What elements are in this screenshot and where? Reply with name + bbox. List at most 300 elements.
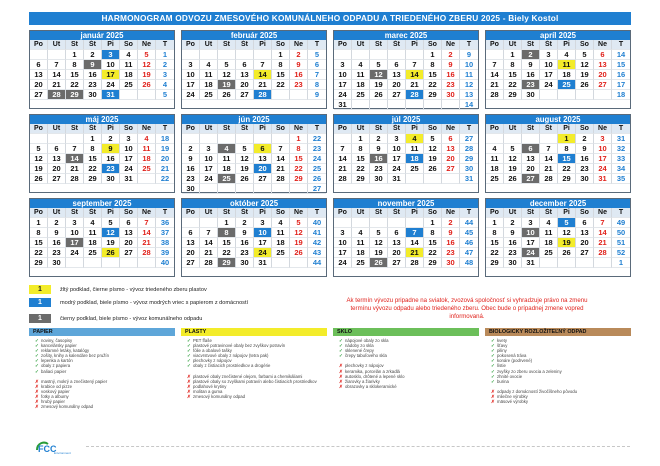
- day-cell: 27: [182, 258, 200, 268]
- day-cell: 2: [442, 218, 460, 228]
- weekday-header: Po: [334, 124, 352, 134]
- week-number: 45: [460, 228, 478, 238]
- day-cell: [200, 218, 218, 228]
- day-cell: 18: [84, 238, 102, 248]
- day-cell: 25: [120, 80, 138, 90]
- day-cell: 20: [236, 80, 254, 90]
- week-row: [30, 154, 174, 164]
- week-row: [182, 218, 326, 228]
- day-cell: 8: [30, 228, 48, 238]
- day-cell: 9: [442, 228, 460, 238]
- week-number: 28: [460, 144, 478, 154]
- day-cell: 3: [254, 218, 272, 228]
- day-cell: 2: [84, 50, 102, 60]
- day-cell: 13: [48, 154, 66, 164]
- weekday-header: Pi: [254, 208, 272, 218]
- month-title: apríl 2025: [486, 31, 630, 40]
- day-cell: [334, 50, 352, 60]
- day-cell: 8: [352, 144, 370, 154]
- day-cell: 23: [370, 164, 388, 174]
- weekday-header: Pi: [406, 124, 424, 134]
- day-cell: 6: [576, 218, 594, 228]
- day-cell: 28: [66, 174, 84, 184]
- day-cell: 10: [66, 228, 84, 238]
- weekday-header: T: [460, 40, 478, 50]
- day-cell: 24: [334, 258, 352, 268]
- day-cell: 4: [200, 60, 218, 70]
- day-cell: 22: [218, 248, 236, 258]
- category-item-text: plechovky z nápojov: [193, 358, 232, 364]
- day-cell: 6: [236, 60, 254, 70]
- day-cell: 21: [406, 80, 424, 90]
- week-number: 27: [460, 134, 478, 144]
- day-cell: 27: [388, 258, 406, 268]
- week-row: [182, 80, 326, 90]
- weekday-header-row: [182, 208, 326, 218]
- week-number: 12: [460, 80, 478, 90]
- week-row: [334, 228, 478, 238]
- week-row: [334, 80, 478, 90]
- day-cell: 28: [486, 90, 504, 100]
- day-cell: 1: [424, 218, 442, 228]
- day-cell: 17: [254, 238, 272, 248]
- day-cell: 6: [48, 144, 66, 154]
- day-cell: 8: [272, 60, 290, 70]
- day-cell: 29: [66, 90, 84, 100]
- day-cell: [424, 174, 442, 184]
- weekday-header: Ut: [352, 124, 370, 134]
- day-cell: 5: [138, 50, 156, 60]
- weekday-header: Št: [540, 124, 558, 134]
- day-cell: 25: [218, 174, 236, 184]
- weekday-header: St: [66, 40, 84, 50]
- day-cell: 11: [352, 70, 370, 80]
- day-cell: 16: [182, 164, 200, 174]
- day-cell: 11: [352, 238, 370, 248]
- weekday-header: Po: [30, 208, 48, 218]
- day-cell: 29: [486, 258, 504, 268]
- category-item-text: plastové obaly so zvyškami potravín alebo čistiacich prostriedkov: [193, 378, 317, 384]
- day-cell: 10: [334, 238, 352, 248]
- weekday-header: Pi: [102, 40, 120, 50]
- day-cell: [272, 134, 290, 144]
- day-cell: 4: [272, 218, 290, 228]
- day-cell: 31: [102, 90, 120, 100]
- weekday-header: Ut: [504, 40, 522, 50]
- cross-icon: ✗: [491, 388, 495, 394]
- day-cell: [182, 134, 200, 144]
- weekday-header: So: [272, 208, 290, 218]
- check-icon: ✓: [35, 348, 39, 354]
- day-cell: 12: [504, 154, 522, 164]
- cross-icon: ✗: [35, 394, 39, 400]
- day-cell: 26: [504, 174, 522, 184]
- week-row: [334, 164, 478, 174]
- month-calendar: [485, 30, 631, 109]
- week-number: 14: [460, 100, 478, 110]
- cross-icon: ✗: [491, 394, 495, 400]
- day-cell: 22: [558, 164, 576, 174]
- day-cell: 6: [30, 60, 48, 70]
- day-cell: 15: [66, 70, 84, 80]
- week-row: [334, 90, 478, 100]
- day-cell: [48, 50, 66, 60]
- check-icon: ✓: [187, 363, 191, 369]
- weekday-header-row: [334, 208, 478, 218]
- week-row: [182, 164, 326, 174]
- weekday-header: St: [370, 40, 388, 50]
- week-row: [182, 134, 326, 144]
- day-cell: 27: [30, 90, 48, 100]
- day-cell: 12: [138, 60, 156, 70]
- check-icon: ✓: [491, 373, 495, 379]
- category-item-text: baliaci papier: [41, 368, 67, 374]
- day-cell: [272, 258, 290, 268]
- day-cell: 6: [182, 228, 200, 238]
- day-cell: 14: [66, 154, 84, 164]
- weekday-header: So: [576, 124, 594, 134]
- day-cell: 17: [102, 70, 120, 80]
- day-cell: 19: [102, 238, 120, 248]
- day-cell: 23: [48, 248, 66, 258]
- day-cell: 13: [388, 70, 406, 80]
- cross-icon: ✗: [187, 388, 191, 394]
- day-cell: 26: [290, 248, 308, 258]
- calendar-grid: [29, 30, 631, 277]
- day-cell: 1: [30, 218, 48, 228]
- check-icon: ✓: [187, 338, 191, 343]
- day-cell: 18: [272, 238, 290, 248]
- day-cell: 13: [182, 238, 200, 248]
- day-cell: 8: [424, 228, 442, 238]
- weekday-header: Po: [30, 40, 48, 50]
- day-cell: 30: [370, 174, 388, 184]
- day-cell: [334, 134, 352, 144]
- weekday-header: So: [272, 124, 290, 134]
- week-row: [182, 184, 326, 194]
- day-cell: 13: [120, 228, 138, 238]
- week-number: 1: [612, 258, 630, 268]
- week-number: 22: [308, 134, 326, 144]
- day-cell: 20: [388, 248, 406, 258]
- check-icon: ✓: [35, 368, 39, 374]
- day-cell: 17: [522, 238, 540, 248]
- day-cell: 14: [334, 154, 352, 164]
- weekday-header: Št: [84, 208, 102, 218]
- day-cell: 23: [236, 248, 254, 258]
- day-cell: 6: [442, 134, 460, 144]
- month-title: máj 2025: [30, 115, 174, 124]
- week-number: 5: [308, 50, 326, 60]
- day-cell: 25: [486, 174, 504, 184]
- month-title: marec 2025: [334, 31, 478, 40]
- day-cell: [66, 134, 84, 144]
- weekday-header: T: [156, 124, 174, 134]
- weekday-header: Pi: [102, 124, 120, 134]
- week-row: [486, 228, 630, 238]
- day-cell: 7: [406, 228, 424, 238]
- day-cell: 31: [594, 174, 612, 184]
- day-cell: 14: [138, 228, 156, 238]
- weekday-header: Ne: [290, 40, 308, 50]
- day-cell: [370, 218, 388, 228]
- day-cell: 9: [236, 228, 254, 238]
- day-cell: 26: [138, 80, 156, 90]
- day-cell: 21: [594, 238, 612, 248]
- fcc-logo: [34, 438, 74, 456]
- day-cell: 1: [290, 134, 308, 144]
- day-cell: 27: [236, 90, 254, 100]
- weekday-header: Po: [182, 208, 200, 218]
- week-number: 31: [612, 134, 630, 144]
- category-item: [35, 404, 175, 409]
- weekday-header: Ne: [138, 124, 156, 134]
- day-cell: 4: [120, 50, 138, 60]
- weekday-header: Pi: [558, 40, 576, 50]
- day-cell: 7: [254, 60, 272, 70]
- day-cell: 19: [290, 238, 308, 248]
- day-cell: [66, 258, 84, 268]
- day-cell: 10: [594, 144, 612, 154]
- weekday-header: St: [522, 40, 540, 50]
- day-cell: 2: [102, 134, 120, 144]
- day-cell: 27: [594, 80, 612, 90]
- weekday-header: Po: [334, 40, 352, 50]
- day-cell: 19: [576, 70, 594, 80]
- cross-icon: ✗: [35, 399, 39, 405]
- weekday-header: Pi: [558, 208, 576, 218]
- day-cell: [182, 218, 200, 228]
- day-cell: 8: [290, 144, 308, 154]
- day-cell: 12: [218, 70, 236, 80]
- week-row: [334, 144, 478, 154]
- week-number: 10: [460, 60, 478, 70]
- day-cell: [352, 218, 370, 228]
- week-number: 40: [156, 258, 174, 268]
- weekday-header: Ne: [138, 208, 156, 218]
- week-number: 8: [308, 80, 326, 90]
- day-cell: 7: [540, 144, 558, 154]
- day-cell: 28: [200, 258, 218, 268]
- weekday-header: St: [218, 124, 236, 134]
- week-number: 6: [308, 60, 326, 70]
- category-header: SKLO: [333, 328, 479, 336]
- week-row: [486, 134, 630, 144]
- month-calendar: [485, 114, 631, 193]
- day-cell: 1: [352, 134, 370, 144]
- day-cell: [290, 258, 308, 268]
- check-icon: ✓: [491, 358, 495, 364]
- weekday-header: Pi: [558, 124, 576, 134]
- day-cell: 9: [102, 144, 120, 154]
- check-icon: ✓: [491, 343, 495, 349]
- month-title: január 2025: [30, 31, 174, 40]
- week-row: [334, 238, 478, 248]
- category-item-text: kvety: [497, 338, 508, 343]
- week-number: 15: [612, 60, 630, 70]
- weekday-header: Št: [84, 40, 102, 50]
- day-cell: [388, 50, 406, 60]
- weekday-header: So: [576, 208, 594, 218]
- weekday-header: Pi: [406, 40, 424, 50]
- day-cell: [182, 50, 200, 60]
- week-row: [30, 258, 174, 268]
- day-cell: [120, 258, 138, 268]
- day-cell: 21: [66, 164, 84, 174]
- day-cell: 10: [388, 144, 406, 154]
- weekday-header-row: [30, 208, 174, 218]
- month-calendar: [333, 30, 479, 109]
- day-cell: 19: [370, 80, 388, 90]
- check-icon: ✓: [491, 353, 495, 359]
- legend-swatch-blue: 1: [29, 298, 51, 307]
- day-cell: 28: [138, 248, 156, 258]
- week-row: [182, 258, 326, 268]
- day-cell: 31: [254, 258, 272, 268]
- day-cell: 17: [334, 248, 352, 258]
- day-cell: 23: [182, 174, 200, 184]
- day-cell: 4: [540, 218, 558, 228]
- day-cell: 7: [594, 218, 612, 228]
- legend-mixed: [29, 314, 202, 323]
- day-cell: 14: [406, 238, 424, 248]
- week-number: 48: [460, 258, 478, 268]
- day-cell: 5: [236, 144, 254, 154]
- day-cell: 14: [272, 154, 290, 164]
- week-number: 42: [308, 238, 326, 248]
- day-cell: 2: [442, 50, 460, 60]
- day-cell: 29: [352, 174, 370, 184]
- day-cell: 5: [576, 50, 594, 60]
- day-cell: 26: [102, 248, 120, 258]
- week-number: 30: [460, 164, 478, 174]
- weekday-header: T: [460, 124, 478, 134]
- day-cell: 15: [290, 154, 308, 164]
- day-cell: 9: [576, 144, 594, 154]
- week-number: 38: [156, 238, 174, 248]
- cross-icon: ✗: [35, 383, 39, 389]
- day-cell: 3: [102, 50, 120, 60]
- day-cell: 13: [254, 154, 272, 164]
- category-item-text: zmesový komunálny odpad: [193, 394, 246, 400]
- week-row: [486, 80, 630, 90]
- weekday-header: Pi: [102, 208, 120, 218]
- weekday-header: Št: [388, 124, 406, 134]
- day-cell: 10: [522, 228, 540, 238]
- day-cell: 10: [102, 60, 120, 70]
- day-cell: 11: [272, 228, 290, 238]
- category-item-text: plastové potravinové obaly bez zvyškov potravín: [193, 343, 286, 349]
- week-row: [30, 238, 174, 248]
- day-cell: 20: [30, 80, 48, 90]
- day-cell: [138, 258, 156, 268]
- weekday-header: St: [370, 208, 388, 218]
- day-cell: 20: [388, 80, 406, 90]
- weekday-header: So: [272, 40, 290, 50]
- day-cell: 3: [182, 60, 200, 70]
- day-cell: 13: [576, 228, 594, 238]
- weekday-header: T: [612, 40, 630, 50]
- weekday-header-row: [182, 124, 326, 134]
- day-cell: [388, 218, 406, 228]
- day-cell: 16: [504, 238, 522, 248]
- day-cell: [334, 218, 352, 228]
- day-cell: 11: [120, 60, 138, 70]
- weekday-header-row: [30, 40, 174, 50]
- weekday-header-row: [334, 124, 478, 134]
- day-cell: 15: [504, 70, 522, 80]
- day-cell: [48, 134, 66, 144]
- day-cell: [442, 100, 460, 110]
- legend-text: modrý podklad, biele písmo - vývoz modrých vriec s papierom z domácností: [60, 299, 249, 306]
- day-cell: 4: [486, 144, 504, 154]
- day-cell: 16: [370, 154, 388, 164]
- day-cell: [370, 100, 388, 110]
- week-row: [30, 80, 174, 90]
- day-cell: 4: [84, 218, 102, 228]
- day-cell: 5: [504, 144, 522, 154]
- check-icon: ✓: [35, 353, 39, 359]
- day-cell: 10: [254, 228, 272, 238]
- cross-icon: ✗: [187, 373, 191, 379]
- category-item: [187, 394, 327, 399]
- day-cell: 10: [540, 60, 558, 70]
- weekday-header: Ut: [504, 124, 522, 134]
- day-cell: [442, 174, 460, 184]
- week-number: 33: [612, 154, 630, 164]
- day-cell: 16: [290, 70, 308, 80]
- category-item-text: zmesový komunálny odpad: [41, 404, 94, 410]
- week-row: [30, 134, 174, 144]
- week-row: [334, 174, 478, 184]
- week-number: 52: [612, 248, 630, 258]
- check-icon: ✓: [35, 338, 39, 343]
- day-cell: 28: [334, 174, 352, 184]
- day-cell: 2: [48, 218, 66, 228]
- day-cell: 9: [84, 60, 102, 70]
- day-cell: 14: [48, 70, 66, 80]
- day-cell: 12: [424, 144, 442, 154]
- day-cell: 28: [406, 90, 424, 100]
- day-cell: [272, 184, 290, 194]
- day-cell: 10: [334, 70, 352, 80]
- logo-subtext: Environment: [54, 451, 71, 455]
- day-cell: 19: [424, 154, 442, 164]
- day-cell: 22: [424, 248, 442, 258]
- week-row: [30, 228, 174, 238]
- category-item-text: krabice od pizze: [41, 383, 73, 389]
- day-cell: 23: [442, 80, 460, 90]
- day-cell: 1: [66, 50, 84, 60]
- week-row: [334, 70, 478, 80]
- day-cell: 22: [272, 80, 290, 90]
- day-cell: [254, 50, 272, 60]
- day-cell: 21: [254, 80, 272, 90]
- week-number: 25: [308, 164, 326, 174]
- week-row: [30, 90, 174, 100]
- day-cell: 22: [504, 80, 522, 90]
- check-icon: ✓: [491, 338, 495, 343]
- day-cell: 21: [334, 164, 352, 174]
- day-cell: 6: [522, 144, 540, 154]
- day-cell: [84, 258, 102, 268]
- day-cell: 19: [218, 80, 236, 90]
- day-cell: 24: [102, 80, 120, 90]
- day-cell: 19: [30, 164, 48, 174]
- day-cell: 13: [594, 60, 612, 70]
- day-cell: 14: [486, 70, 504, 80]
- weekday-header-row: [182, 40, 326, 50]
